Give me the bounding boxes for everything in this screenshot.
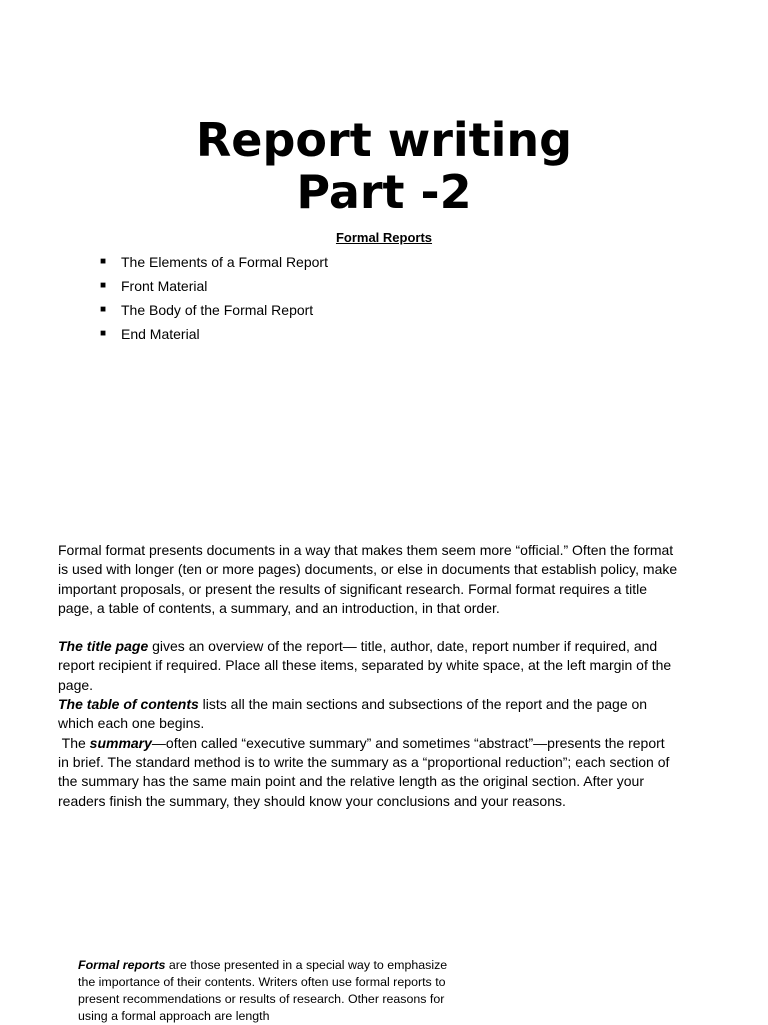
toc-paragraph [58,695,678,734]
toc-text: lists all the main sections and subsections of the report and the page on which each one begins. [58,696,648,732]
formal-reports-text: are those presented in a special way to emphasize the importance of their contents. Writers often use formal reports to present recommendations or results of research. Other reasons for using a formal approach are length [78,958,448,1023]
list-item-text: The Body of the Formal Report [121,302,314,318]
summary-text: —often called “executive summary” and sometimes “abstract”—presents the report in brief. The standard method is to write the summary as a “proportional reduction”; each section of the summary has the same main point and the relative length as the original section. After your readers finish the summary, they should know your conclusions and your reasons. [58,734,670,809]
summary-pre: The [58,734,90,751]
list-item [100,252,328,276]
list-item [100,300,328,324]
title-page-paragraph [58,637,678,695]
toc-term: The table of contents [58,696,199,713]
paragraph-gap [58,618,678,637]
formal-reports-box [78,957,458,1025]
list-item [100,324,328,348]
summary-term: summary [89,734,152,751]
bullet-icon: ■ [100,328,107,339]
summary-paragraph [58,734,678,811]
bullet-icon: ■ [100,304,107,315]
bullet-list [100,252,328,348]
title-line-2: Part -2 [296,165,472,219]
intro-paragraph: Formal format presents documents in a way that makes them seem more “official.” Often the format is used with longer (ten or more pages) documents, or else in documents that establish policy, make important proposals, or present the results of significant research. Formal format requires a title page, a table of contents, a summary, and an introduction, in that order. [58,542,678,616]
list-item [100,276,328,300]
bullet-icon: ■ [100,280,107,291]
title-line-1: Report writing [195,113,573,167]
section-heading: Formal Reports [335,230,433,245]
title-page-term: The title page [58,638,149,655]
formal-reports-term: Formal reports [78,958,166,972]
list-item-text: The Elements of a Formal Report [121,254,328,270]
bullet-icon: ■ [100,256,107,267]
list-item-text: Front Material [121,278,208,294]
body-text [58,541,678,811]
page-title [0,114,768,218]
title-page-text: gives an overview of the report— title, author, date, report number if required, and report recipient if required. Place all these items, separated by white space, at the left margin of the page. [58,638,672,693]
list-item-text: End Material [121,326,200,342]
